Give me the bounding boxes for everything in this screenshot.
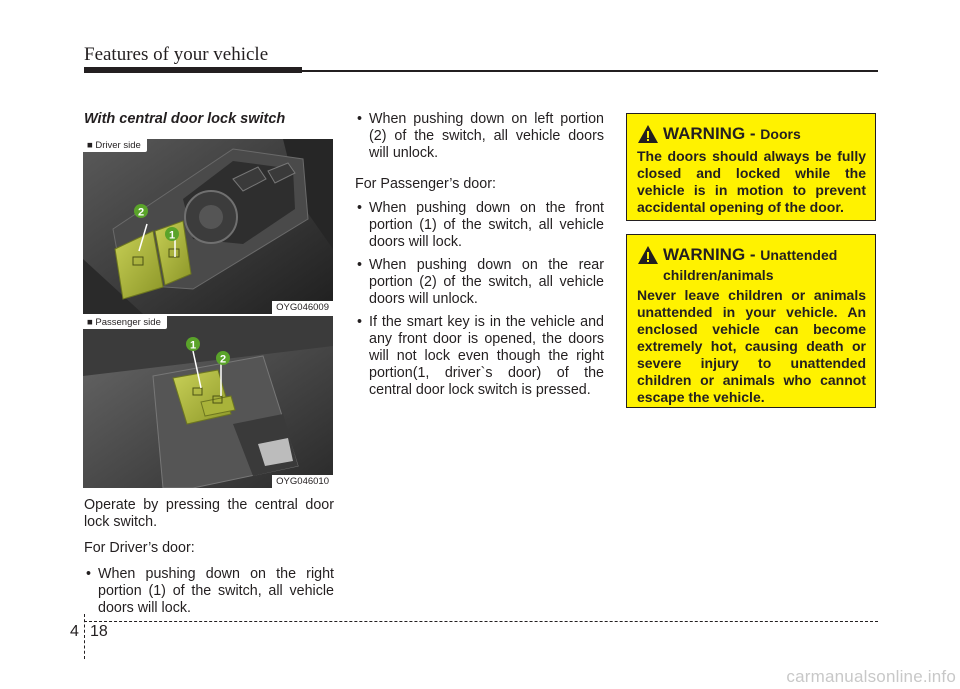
left-column-text [84,497,334,623]
warning-doors-subject: Doors [760,126,801,142]
passenger-figure-code: OYG046010 [272,475,333,488]
driver-bullet-unlock: • When pushing down on left portion (2) of the switch, all vehicle doors will unlock. [355,111,604,162]
passenger-callout-1-label: 1 [189,339,197,352]
chapter-number: 4 [70,623,79,640]
driver-callout-2-label: 2 [137,206,145,219]
passenger-side-photo [83,316,333,488]
warning-unattended-subject: Unattended [760,247,838,263]
driver-side-tag: ■ Driver side [83,139,147,152]
driver-switch-illustration [83,139,333,314]
driver-door-label: For Driver’s door: [84,540,195,556]
warning-box-unattended [626,234,876,408]
warning-box-doors [626,113,876,221]
passenger-side-tag: ■ Passenger side [83,316,167,329]
passenger-door-label: For Passenger’s door: [355,176,496,192]
driver-callout-1-label: 1 [168,229,176,242]
warning-unattended-word: WARNING - [663,245,761,264]
driver-figure-code: OYG046009 [272,301,333,314]
warning-unattended-text: Never leave children or animals unattended in your vehicle. An enclosed vehicle can become extremely hot, causing death or severe injury to unattended children or animals who cannot escape the vehicle. [637,287,866,405]
page-number: 18 [90,623,108,640]
footer-rule [84,621,878,622]
warning-unattended-title [637,245,866,265]
header-rule-thick [84,67,302,73]
footer-divider [84,614,85,659]
passenger-callout-2-label: 2 [219,353,227,366]
page-header-title: Features of your vehicle [84,44,269,65]
watermark-text: carmanualsonline.info [786,667,956,686]
warning-triangle-icon [637,245,659,265]
section-heading: With central door lock switch [84,111,286,127]
header-rule-thin [300,70,878,72]
passenger-bullet-lock: • When pushing down on the front portion (1) of the switch, all vehicle doors will lock. [355,200,604,251]
middle-column-text [355,111,604,405]
warning-doors-word: WARNING - [663,124,761,143]
driver-bullet-lock: • When pushing down on the right portion (1) of the switch, all vehicle doors will lock. [84,566,334,617]
warning-doors-title [637,124,866,144]
intro-paragraph: Operate by pressing the central door lock switch. [84,497,334,530]
warning-doors-text: The doors should always be fully closed and locked while the vehicle is in motion to prevent accidental opening of the door. [637,148,866,215]
passenger-switch-illustration [83,316,333,488]
warning-triangle-icon [637,124,659,144]
warning-unattended-subject-line2: children/animals [663,267,774,283]
smart-key-bullet: • If the smart key is in the vehicle and any front door is opened, the doors will not lock even though the right portion(1, driver`s door) of the central door lock switch is pressed. [355,314,604,399]
driver-side-photo [83,139,333,314]
passenger-bullet-unlock: • When pushing down on the rear portion (2) of the switch, all vehicle doors will unlock. [355,257,604,308]
